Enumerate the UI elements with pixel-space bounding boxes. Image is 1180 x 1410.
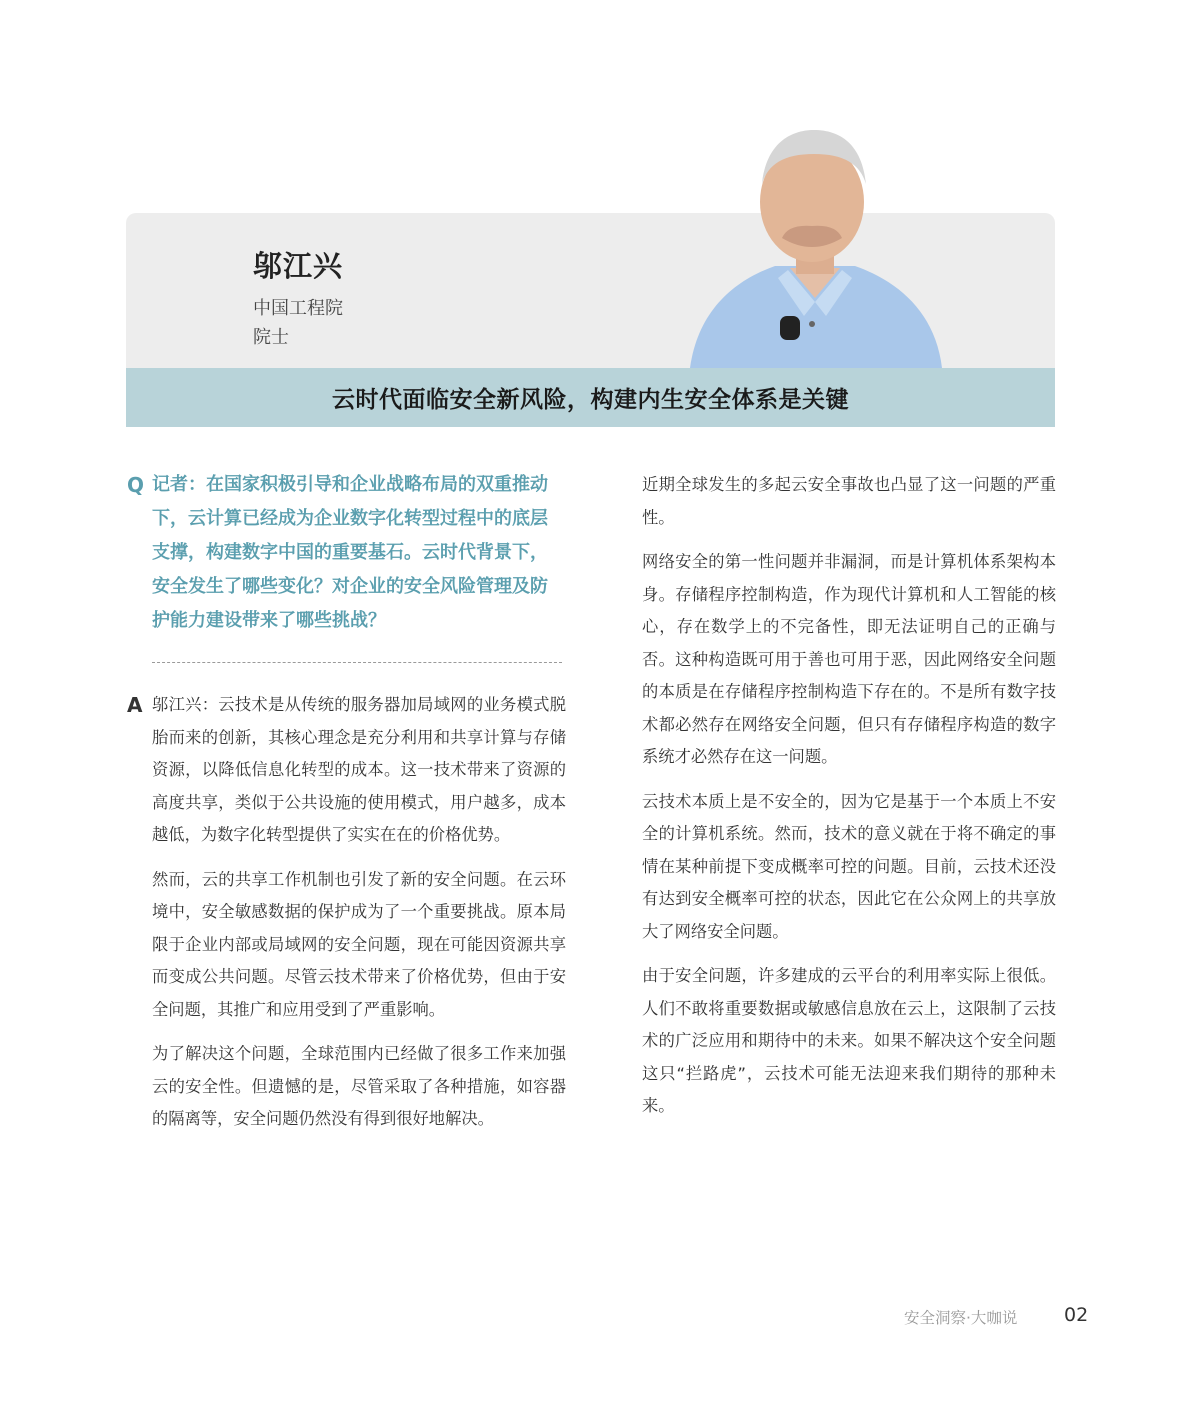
answer-paragraph: 邬江兴：云技术是从传统的服务器加局域网的业务模式脱胎而来的创新，其核心理念是充分利用和共享计算与存储资源，以降低信息化转型的成本。这一技术带来了资源的高度共享，类似于公共设施的使用模式，用户越多，成本越低，为数字化转型提供了实实在在的价格优势。 [152,695,566,844]
footer-section-label: 安全洞察·大咖说 [904,1309,1018,1327]
headline: 云时代面临安全新风险，构建内生安全体系是关键 [332,387,849,413]
interview-question: 记者：在国家积极引导和企业战略布局的双重推动下，云计算已经成为企业数字化转型过程中的底层支撑，构建数字中国的重要基石。云时代背景下，安全发生了哪些变化？对企业的安全风险管理及防护能力建设带来了哪些挑战？ [152,474,548,631]
page-number: 02 [1064,1304,1089,1326]
question-marker: Q [127,473,145,497]
qa-divider [152,662,562,663]
person-affiliation: 中国工程院 [253,298,343,319]
answer-paragraph: 为了解决这个问题，全球范围内已经做了很多工作来加强云的安全性。但遗憾的是，尽管采取了各种措施，如容器的隔离等，安全问题仍然没有得到很好地解决。 [152,1044,566,1128]
person-name: 邬江兴 [253,249,344,283]
answer-paragraph: 近期全球发生的多起云安全事故也凸显了这一问题的严重性。 [642,475,1056,527]
answer-marker: A [127,693,143,717]
answer-column-left [152,689,566,1148]
answer-paragraph: 由于安全问题，许多建成的云平台的利用率实际上很低。人们不敢将重要数据或敏感信息放在云上，这限制了云技术的广泛应用和期待中的未来。如果不解决这个安全问题这只“拦路虎”，云技术可能无法迎来我们期待的那种未来。 [642,966,1056,1115]
person-role: 院士 [253,327,289,348]
answer-column-right [642,469,1056,1135]
answer-paragraph: 网络安全的第一性问题并非漏洞，而是计算机体系架构本身。存储程序控制构造，作为现代计算机和人工智能的核心，存在数学上的不完备性，即无法证明自己的正确与否。这种构造既可用于善也可用于恶，因此网络安全问题的本质是在存储程序控制构造下存在的。不是所有数字技术都必然存在网络安全问题，但只有存储程序构造的数字系统才必然存在这一问题。 [642,552,1056,766]
portrait-photo [680,120,950,368]
answer-paragraph: 然而，云的共享工作机制也引发了新的安全问题。在云环境中，安全敏感数据的保护成为了一个重要挑战。原本局限于企业内部或局域网的安全问题，现在可能因资源共享而变成公共问题。尽管云技术带来了价格优势，但由于安全问题，其推广和应用受到了严重影响。 [152,869,566,1019]
answer-paragraph: 云技术本质上是不安全的，因为它是基于一个本质上不安全的计算机系统。然而，技术的意义就在于将不确定的事情在某种前提下变成概率可控的问题。目前，云技术还没有达到安全概率可控的状态，因此它在公众网上的共享放大了网络安全问题。 [642,791,1056,941]
headline-band [126,368,1055,427]
